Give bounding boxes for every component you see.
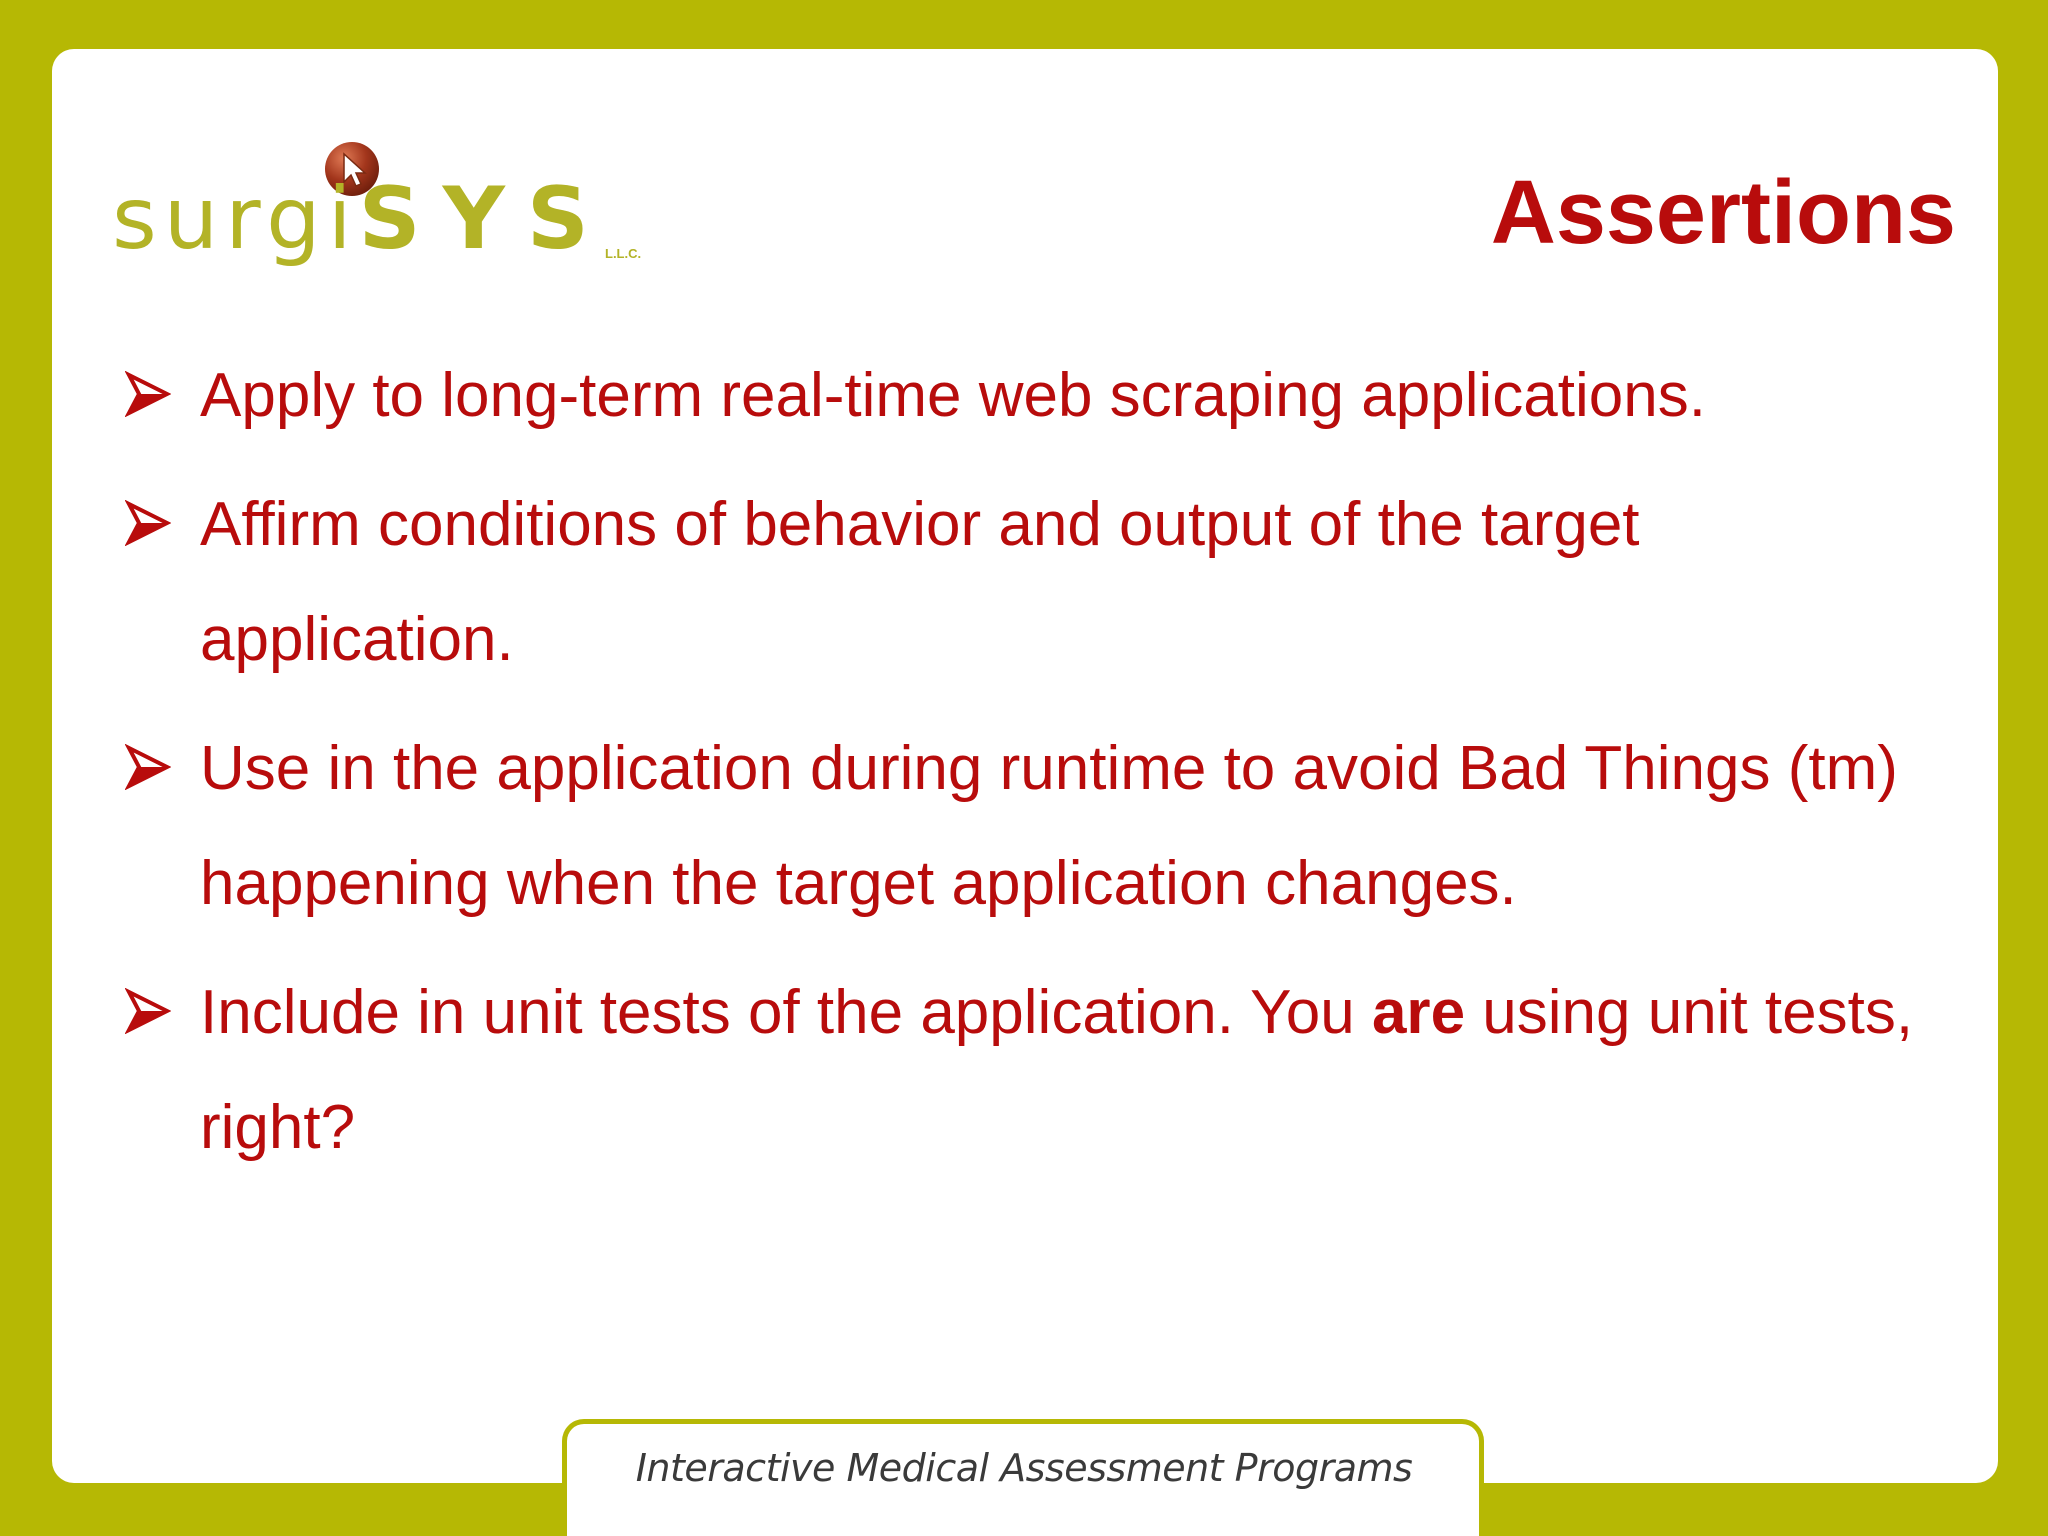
bullet-text [200,978,1913,1162]
arrowhead-bullet-icon [125,371,171,417]
logo-wordmark [112,169,611,269]
logo-suffix: L.L.C. [605,246,642,261]
bullet-list [125,338,1925,1199]
bullet-text-segment: Affirm conditions of behavior and output of the target application. [200,490,1640,674]
bullet-text [200,490,1640,674]
bullet-item [125,711,1925,941]
slide-title: Assertions [1490,163,1956,263]
arrowhead-bullet-icon [125,500,171,546]
footer-tagline: Interactive Medical Assessment Programs [635,1446,1413,1490]
bullet-emphasis: are [1371,978,1466,1047]
bullet-text [200,734,1898,918]
bullet-text [200,361,1706,430]
logo-light-text: surgi [112,169,359,269]
arrowhead-bullet-icon [125,744,171,790]
bullet-item [125,955,1925,1185]
bullet-text-segment: Apply to long-term real-time web scraping applications. [200,361,1706,430]
bullet-item [125,338,1925,453]
company-logo [112,140,652,280]
arrowhead-bullet-icon [125,988,171,1034]
bullet-text-segment: Include in unit tests of the application. You [200,978,1372,1047]
bullet-text-segment: Use in the application during runtime to avoid Bad Things (tm) happening when the target application changes. [200,734,1898,918]
bullet-item [125,467,1925,697]
logo-bold-text: SYS [358,169,611,269]
bullet-text-segment: using unit tests, right? [200,978,1914,1162]
